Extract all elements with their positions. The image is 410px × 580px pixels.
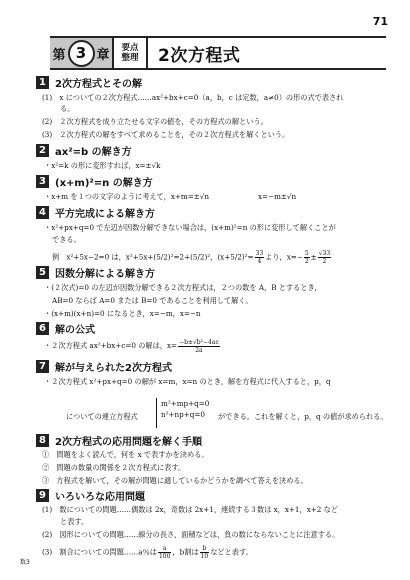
fraction: $\frac{33}{4}$ (255, 250, 264, 265)
chapter-suffix: 章 (96, 47, 110, 63)
chapter-prefix: 第 (52, 47, 66, 63)
section-heading-1 (36, 76, 142, 89)
summary-label-line1: 要点 (121, 43, 139, 53)
section-heading-7 (36, 360, 172, 373)
example-part: 例 x²+5x−2=0 は，x²+5x+ (52, 252, 154, 262)
chapter-number: 3 (68, 40, 95, 67)
equation: m²+mp+q=0 (161, 399, 210, 408)
text-line: x=−m±√n (258, 192, 297, 201)
text-line: ・x²+px+q=0 で左辺が因数分解できない場合は，(x+m)²=n の形に変形して解くことが (44, 223, 336, 232)
text-line: についての連立方程式 (66, 412, 138, 421)
section-number: 5 (36, 266, 49, 279)
section-number: 3 (36, 175, 49, 188)
section-title: 平方完成による解き方 (55, 209, 155, 220)
text-line: ・(２次式)=0 の左辺が因数分解できる２次方程式は，２つの数を A，B とするとき， (44, 283, 322, 292)
example-part: ， (210, 252, 218, 262)
footer-label: 数3 (20, 559, 30, 566)
text-line: ② 問題の数量の関係を２次方程式に表す。 (42, 463, 186, 472)
summary-label-line2: 整理 (121, 53, 139, 63)
section-title: 2次方程式とその解 (55, 79, 142, 90)
fraction: $\frac{a}{100}$ (158, 545, 171, 560)
text-line: できる。 (52, 235, 81, 244)
text-line: ① 問題をよく読んで，何を x で表すかを決める。 (42, 450, 209, 459)
text-line: ・２次方程式 x²+px+q=0 の解が x=m，x=n のとき，解を方程式に代入すると，p，q (44, 377, 331, 386)
text-line: AB=0 ならば A=0 または B=0 であることを利用して解く。 (52, 296, 253, 305)
text-line (42, 545, 253, 560)
section-title: ax²=b の解き方 (55, 147, 132, 158)
text-line: と表す。 (60, 517, 89, 526)
text-line: ③ 方程式を解いて，その解が問題に適しているかどうかを調べて答えを決める。 (42, 476, 308, 485)
section-number: 6 (36, 322, 49, 335)
fraction: $\frac{5}{2}$ (304, 250, 309, 265)
section-heading-6 (36, 322, 95, 335)
section-title: 解が与えられた2次方程式 (55, 363, 172, 374)
text-line: ができる。これを解くと，p，q の値が求められる。 (218, 412, 388, 421)
section-number: 4 (36, 206, 49, 219)
text-part: (3) 割合についての問題……a％は (42, 547, 157, 557)
text-line: ・(x+m)(x+n)=0 になるとき，x=−m，x=−n (44, 309, 201, 318)
section-title: 因数分解による解き方 (55, 269, 155, 280)
section-title: 解の公式 (55, 325, 95, 336)
section-heading-5 (36, 266, 155, 279)
simultaneous-equations (156, 398, 215, 428)
equation: n²+np+q=0 (161, 410, 205, 419)
section-number: 1 (36, 76, 49, 89)
section-number: 2 (36, 144, 49, 157)
section-heading-8 (36, 434, 202, 447)
text-line: (1) 数についての問題……偶数は 2x，奇数は 2x+1，連続する３数は x，x+1，x+2 など (42, 505, 339, 514)
chapter-header (50, 36, 386, 70)
chapter-title: 2次方程式 (158, 45, 241, 66)
section-title: 2次方程式の応用問題を解く手順 (55, 437, 202, 448)
text-part: などと表す。 (210, 547, 253, 557)
example-part: =2+ (173, 252, 191, 262)
formula-intro: ・２次方程式 ax²+bx+c=0 の解は，x= (44, 341, 178, 350)
section-number: 7 (36, 360, 49, 373)
section-heading-2 (36, 144, 132, 157)
quadratic-formula: $\frac{\text{−b±√b²−4ac}}{2a}$ (179, 338, 219, 354)
section-number: 8 (36, 434, 49, 447)
text-line: (2) 図形についての問題……線分の長さ，面積などは，負の数にならないことに注意する。 (42, 530, 340, 539)
text-line: ・x+m を１つの文字のように考えて，x+m=±√n (44, 192, 209, 201)
text-part: ，b割は (172, 547, 199, 557)
example-part: ± (310, 252, 317, 262)
section-title: いろいろな応用問題 (55, 492, 145, 503)
summary-label (112, 38, 148, 68)
example-part: (5/2)² (153, 252, 174, 262)
example-part: より，x=− (265, 252, 303, 262)
text-line: (3) ２次方程式の解をすべて求めることを，その２次方程式を解くという。 (42, 130, 290, 139)
section-number: 9 (36, 489, 49, 502)
section-title: (x+m)²=n の解き方 (55, 178, 153, 189)
section-heading-9 (36, 489, 145, 502)
text-line: (2) ２次方程式を成り立たせる文字の値を，その方程式の解という。 (42, 117, 268, 126)
example-line (52, 250, 332, 265)
fraction: $\frac{√33}{2}$ (318, 250, 331, 265)
text-line (44, 338, 221, 354)
example-part: (x+5/2)²= (217, 252, 254, 262)
text-line: (1) x についての２次方程式……ax²+bx+c=0（a，b，c は定数，a≠0）の形の式で表され (42, 93, 344, 102)
page-number: 71 (372, 15, 388, 28)
chapter-number-box (50, 38, 112, 68)
fraction: $\frac{b}{10}$ (200, 545, 209, 560)
text-line: ・x²=k の形に変形すれば，x=±√k (44, 161, 161, 170)
text-line: る。 (60, 104, 75, 113)
section-heading-4 (36, 206, 155, 219)
example-part: (5/2)² (190, 252, 211, 262)
section-heading-3 (36, 175, 153, 188)
